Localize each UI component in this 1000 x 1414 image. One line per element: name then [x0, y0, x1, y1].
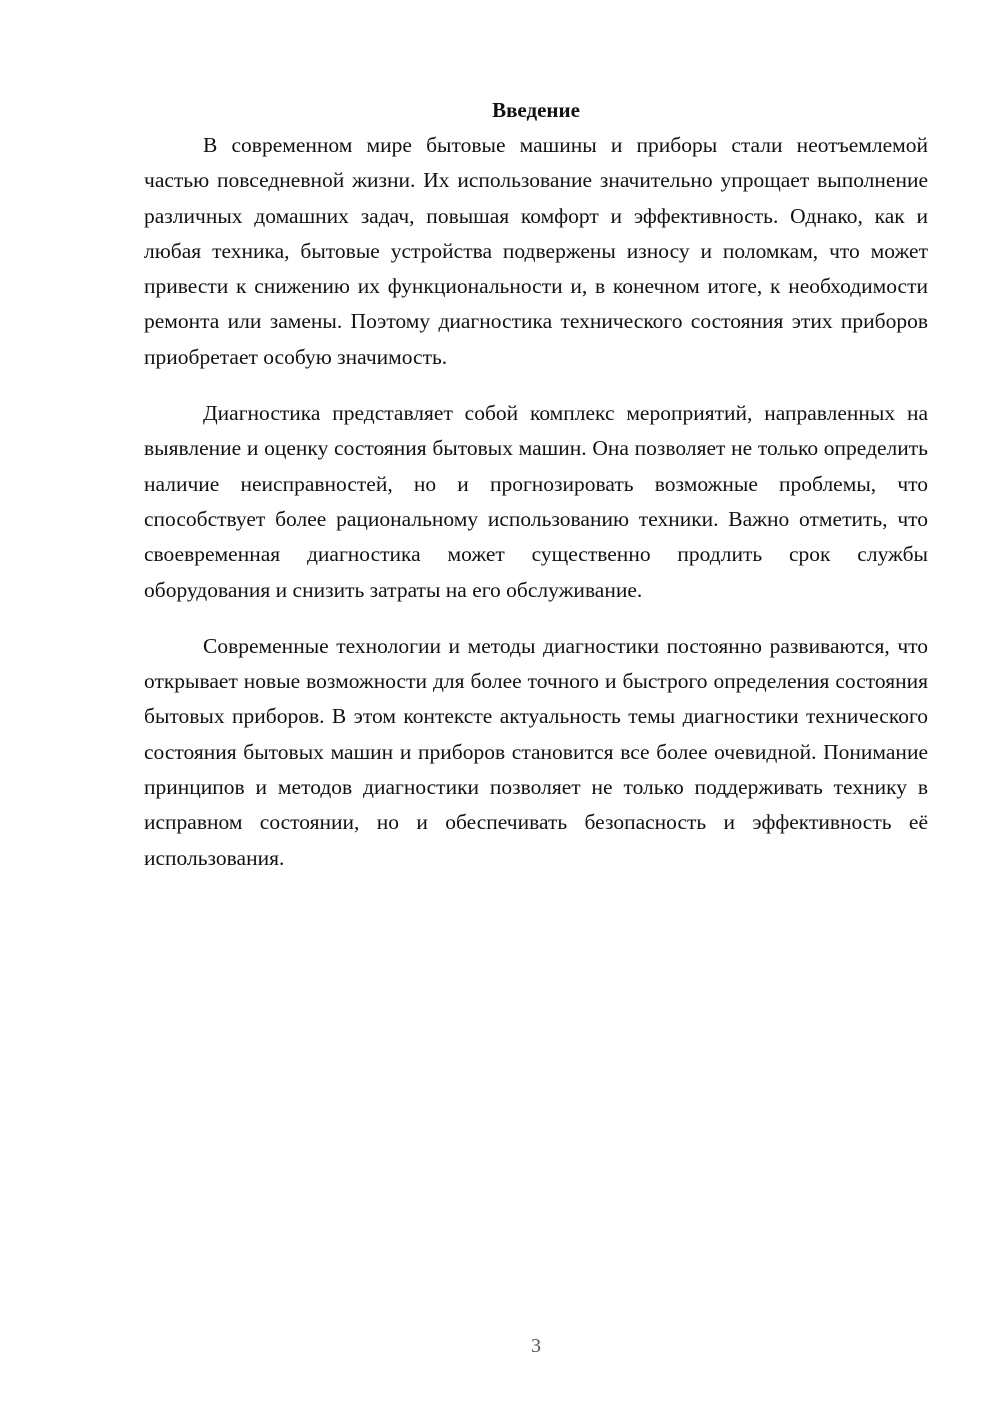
paragraph-2: Диагностика представляет собой комплекс мероприятий, направленных на выявление и оценку состояния бытовых машин. Она позволяет не только определить наличие неисправностей, но и прогнозировать возможные проблемы, что способствует более рациональному использованию техники. Важно отметить, что своевременная диагностика может существенно продлить срок службы оборудования и снизить затраты на его обслуживание. [144, 401, 928, 602]
document-body [144, 92, 928, 876]
section-title: Введение [492, 98, 580, 122]
page-number: 3 [531, 1335, 541, 1357]
paragraph-1: В современном мире бытовые машины и приборы стали неотъемлемой частью повседневной жизни. Их использование значительно упрощает выполнение различных домашних задач, повышая комфорт и эффективность. Однако, как и любая техника, бытовые устройства подвержены износу и поломкам, что может привести к снижению их функциональности и, в конечном итоге, к необходимости ремонта или замены. Поэтому диагностика технического состояния этих приборов приобретает особую значимость. [144, 133, 928, 369]
paragraph-3: Современные технологии и методы диагностики постоянно развиваются, что открывает новые возможности для более точного и быстрого определения состояния бытовых приборов. В этом контексте актуальность темы диагностики технического состояния бытовых машин и приборов становится все более очевидной. Понимание принципов и методов диагностики позволяет не только поддерживать технику в исправном состоянии, но и обеспечивать безопасность и эффективность её использования. [144, 633, 928, 870]
